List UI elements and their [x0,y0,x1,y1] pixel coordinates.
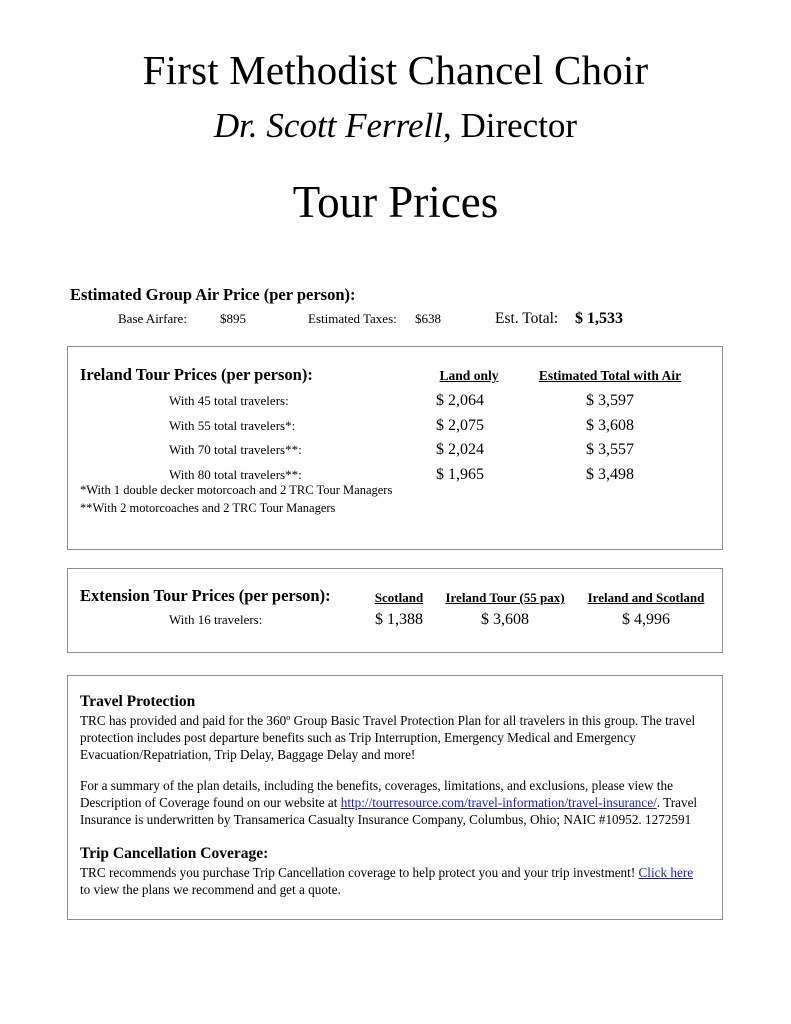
column-header-land-only: Land only [439,368,499,383]
row-value-ireland-scotland: $ 4,996 [622,611,670,628]
row-total-55: $ 3,608 [586,416,634,434]
ireland-table-footnotes [80,482,392,517]
cancellation-text-before-link: TRC recommends you purchase Trip Cancellation coverage to help protect you and your trip investment! [80,864,639,880]
group-air-price-row [70,309,730,331]
table-row [68,390,722,415]
table-row [68,439,722,464]
paragraph-2-text-before-link: For a summary of the plan details, including the benefits, coverages, limitations, and exclusions, please view the Description of Coverage found on our website at [80,778,673,811]
travel-protection-heading: Travel Protection [80,693,196,710]
row-land-80: $ 1,965 [436,465,484,483]
travel-insurance-link[interactable]: http://tourresource.com/travel-information/travel-insurance/ [340,795,657,811]
travel-protection-content [68,676,722,898]
ireland-table-header [68,364,722,390]
est-total-label: Est. Total: [495,310,559,327]
paragraph-spacer [80,829,704,844]
table-row [68,609,722,635]
row-value-scotland: $ 1,388 [375,611,423,628]
estimated-taxes-value: $638 [415,311,441,326]
footnote-double-asterisk: **With 2 motorcoaches and 2 TRC Tour Managers [80,500,336,515]
column-header-ireland-tour-55-pax: Ireland Tour (55 pax) [445,590,565,605]
click-here-link[interactable]: Click here [638,864,694,880]
paragraph-2-text-after-link: . Travel Insurance is underwritten by Transamerica Casualty Insurance Company, Columbus, Ohio; NAIC #10952. 1272591 [80,795,698,827]
trip-cancellation-heading: Trip Cancellation Coverage: [80,844,269,862]
row-label-55: With 55 total travelers*: [169,417,296,433]
cancellation-text-after-link: to view the plans we recommend and get a quote. [80,881,341,897]
page-title-organization: First Methodist Chancel Choir [142,47,649,93]
travel-protection-paragraph-1: TRC has provided and paid for the 360º Group Basic Travel Protection Plan for all travelers in this group. The travel protection includes post departure benefits such as Trip Interruption, Emergency Medical and Emergency Evacuation/Repatriation, Trip Delay, Baggage Delay and more! [80,713,696,762]
ireland-tour-prices-title: Ireland Tour Prices (per person): [80,365,313,384]
row-label-80: With 80 total travelers**: [169,466,302,482]
footnote-single-asterisk: *With 1 double decker motorcoach and 2 TRC Tour Managers [80,483,393,497]
travel-protection-box [67,675,723,920]
row-land-45: $ 2,064 [436,392,484,409]
row-label-70: With 70 total travelers**: [169,442,302,457]
column-header-ireland-and-scotland: Ireland and Scotland [587,590,705,605]
director-name: Dr. Scott Ferrell [213,106,443,145]
estimated-taxes-label: Estimated Taxes: [308,311,397,326]
page-subtitle-director [0,101,791,151]
extension-table-header [68,585,722,609]
est-total-value: $ 1,533 [575,310,623,327]
paragraph-spacer [80,763,704,778]
extension-tour-prices-title: Extension Tour Prices (per person): [80,586,331,605]
page-title-main: Tour Prices [292,177,499,227]
trip-cancellation-paragraph [80,865,704,899]
ireland-tour-prices-box [67,346,723,550]
row-total-80: $ 3,498 [586,465,634,483]
base-airfare-label: Base Airfare: [118,311,187,326]
document-title-block [0,44,791,231]
row-total-70: $ 3,557 [586,441,634,458]
row-value-ireland-tour: $ 3,608 [481,611,529,628]
column-header-scotland: Scotland [374,590,424,605]
row-land-70: $ 2,024 [436,441,484,458]
base-airfare-value: $895 [220,311,246,326]
row-land-55: $ 2,075 [436,416,484,434]
director-role: , Director [442,106,578,145]
column-header-estimated-total-air: Estimated Total with Air [538,368,682,383]
row-label-45: With 45 total travelers: [169,393,289,408]
table-row [68,415,722,440]
extension-tour-prices-box [67,568,723,653]
group-air-price-heading: Estimated Group Air Price (per person): [70,285,356,304]
travel-protection-paragraph-2 [80,778,704,828]
row-label-16-travelers: With 16 travelers: [169,612,263,627]
group-air-price-section [70,285,730,331]
row-total-45: $ 3,597 [586,392,634,409]
